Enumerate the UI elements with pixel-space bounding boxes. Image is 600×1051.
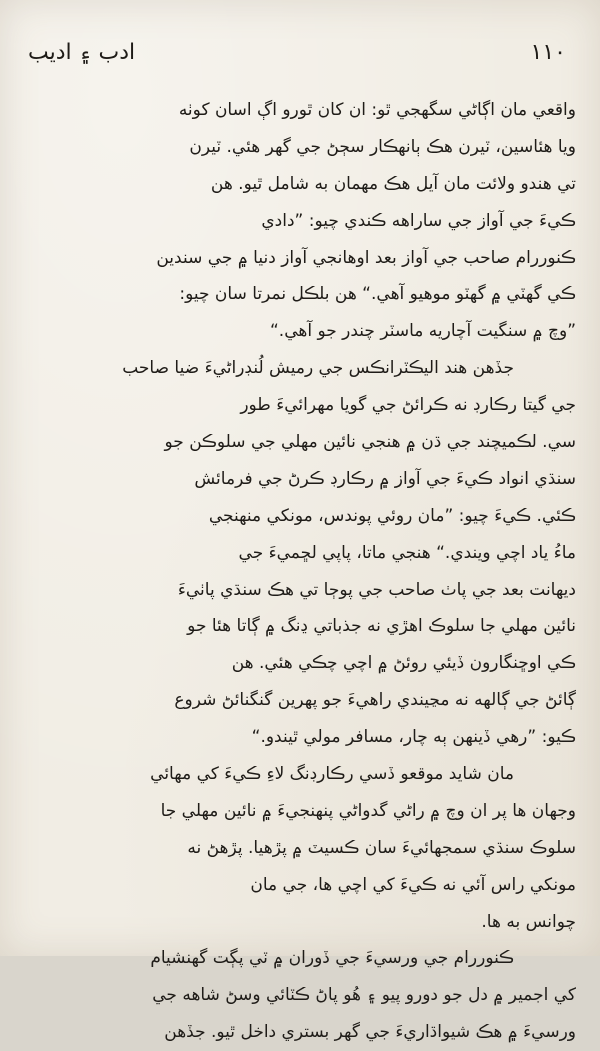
text-line: ڳائڻ جي ڳالهه نه مڃيندي راهيءَ جو پهرين گنگنائڻ شروع (174, 690, 576, 711)
text-line: جڏهن هند اليڪٽرانڪس جي رميش لُنڊراڻيءَ ضيا صاحب (122, 358, 514, 379)
text-line: جي گيتا رڪارڊ نه ڪرائڻ جي گويا مهرائيءَ طور (240, 395, 576, 416)
text-line: سلوڪ سنڌي سمجهائيءَ سان ڪسيٽ ۾ پڙهيا. پڙهڻ نه (187, 837, 576, 858)
text-line: ڪي گهٽي ۾ گهٽو موهيو آهي.“ هن بلڪل نمرتا سان چيو: (179, 284, 576, 305)
text-line: وجهان ها پر ان وچ ۾ راڻي گدواڻي پنهنجيءَ ۾ نائين مهلي جا (160, 800, 576, 821)
page-number: ١١٠ (530, 40, 566, 65)
text-line: سنڌي انواد ڪيءَ جي آواز ۾ رڪارڊ ڪرڻ جي فرمائش (194, 468, 576, 489)
body-text (26, 92, 576, 1051)
text-line: ڪي اوڇنگارون ڏيئي روئڻ ۾ اچي چڪي هئي. هن (231, 653, 576, 674)
text-line: ويا هئاسين، ٽيرن هڪ ٻانهڪار سڄڻ جي گهر هئي. ٽيرن (189, 136, 576, 157)
text-line: ورسيءَ ۾ هڪ شيواڌاريءَ جي گهر بستري داخل ٿيو. جڏهن (164, 1022, 576, 1043)
text-line: نائين مهلي جا سلوڪ اهڙي نه جذباتي ڍنگ ۾ ڳاتا هئا جو (187, 616, 576, 637)
page-header (28, 40, 566, 70)
text-line: مونکي راس آئي نه ڪيءَ کي اچي ها، جي مان (250, 874, 576, 895)
text-line: مان شايد موقعو ڏسي رڪارڊنگ لاءِ ڪيءَ کي مهائي (150, 764, 514, 785)
text-line: ديهانت بعد جي پاٺ صاحب جي پوڄا تي هڪ سنڌي پاٺيءَ (177, 579, 576, 600)
text-line: واقعي مان اڳاڻي سگهجي ٿو: ان کان ٿورو اڳ اسان کوٺه (178, 100, 576, 120)
text-line: ڪيو: ”رهي ڏينهن ٻه چار، مسافر مولي ٿيندو.“ (251, 727, 576, 748)
text-line: ڪنوررام صاحب جي آواز بعد اوهانجي آواز دنيا ۾ جي سندين (156, 247, 576, 268)
text-line: کي اجمير ۾ دل جو دورو پيو ۽ هُو پاڻ ڪٽائي وسڻ شاهه جي (152, 985, 576, 1006)
text-line: ”وچ ۾ سنگيت آچاريه ماسٽر چندر جو آهي.“ (270, 321, 576, 342)
text-line: چوانس به ها. (481, 911, 576, 932)
text-line: سي. لڪميچند جي ڌن ۾ هنجي نائين مهلي جي سلوڪن جو (164, 432, 576, 453)
text-line: ڪنوررام جي ورسيءَ جي ڏوران ۾ ٽي پڳت گهنشيام (150, 948, 514, 969)
text-line: ماءُ ياد اچي ويندي.“ هنجي ماتا، پاپي لڇميءَ جي (238, 542, 576, 563)
text-line: ڪئي. ڪيءَ چيو: ”مان روئي پوندس، مونکي منهنجي (208, 505, 576, 526)
text-line: ڪيءَ جي آواز جي ساراهه ڪندي چيو: ”دادي (261, 210, 576, 231)
text-line: تي هندو ولائت مان آيل هڪ مهمان به شامل ٿيو. هن (210, 173, 576, 194)
running-title: ادب ۽ اديب (28, 40, 136, 65)
